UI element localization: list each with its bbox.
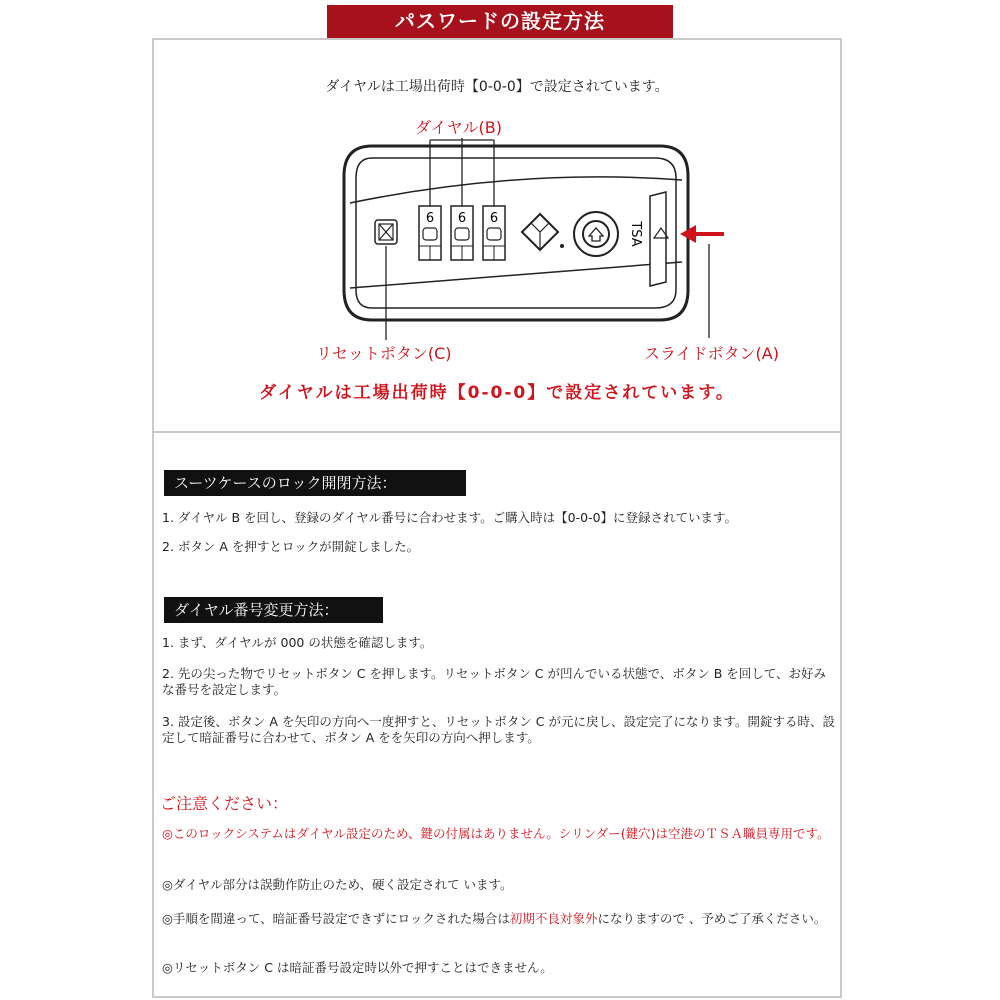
reset-button-icon xyxy=(375,220,397,244)
tsa-lock-illustration xyxy=(0,0,1000,440)
key-cylinder-icon xyxy=(574,212,618,256)
caution-item-1: ◎このロックシステムはダイヤル設定のため、鍵の付属はありません。シリンダー(鍵穴)は空港のＴＳＡ職員専用です。 xyxy=(162,826,830,841)
label-reset-c: リセットボタン(C) xyxy=(316,344,452,363)
unlock-step-1: 1. ダイヤル B を回し、登録のダイヤル番号に合わせます。ご購入時は【0-0-0】に登録されています。 xyxy=(162,510,738,525)
dial-digit-2: 6 xyxy=(457,211,467,226)
caution-title: ご注意ください： xyxy=(160,794,289,813)
unlock-step-2: 2. ボタン A を押すとロックが開錠しました。 xyxy=(162,539,420,554)
caution-item-4: ◎リセットボタン C は暗証番号設定時以外で押すことはできません。 xyxy=(162,960,553,975)
intro-text: ダイヤルは工場出荷時【0-0-0】で設定されています。 xyxy=(325,79,669,95)
factory-setting-note: ダイヤルは工場出荷時【0-0-0】で設定されています。 xyxy=(259,383,735,403)
label-slide-a: スライドボタン(A) xyxy=(644,344,779,363)
caution-item-3-pre: ◎手順を間違って、暗証番号設定できずにロックされた場合は xyxy=(162,911,510,926)
dial-digit-1: 6 xyxy=(425,211,435,226)
caution-item-3-red: 初期不良対象外 xyxy=(509,911,598,926)
dial-digit-3: 6 xyxy=(489,211,499,226)
change-step-3: 3. 設定後、ボタン A を矢印の方向へ一度押すと、リセットボタン C が元に戻し、設定完了になります。開錠する時、設定して暗証番号に合わせて、ボタン A をを矢印の方向へ押します。 xyxy=(162,714,835,745)
change-heading: ダイヤル番号変更方法： xyxy=(164,597,383,623)
change-step-1: 1. まず、ダイヤルが 000 の状態を確認します。 xyxy=(162,635,433,650)
caution-item-3-post: になりますので 、予めご了承ください。 xyxy=(597,911,827,926)
dial-wheels xyxy=(419,206,505,260)
page-title: パスワードの設定方法 xyxy=(327,5,673,38)
tsa-text: TSA xyxy=(628,221,643,247)
label-dial-b: ダイヤル(B) xyxy=(415,118,502,137)
caution-item-3 xyxy=(162,911,838,927)
caution-item-2: ◎ダイヤル部分は誤動作防止のため、硬く設定されて います。 xyxy=(162,877,513,892)
change-step-2: 2. 先の尖った物でリセットボタン C を押します。リセットボタン C が凹んでいる状態で、ボタン B を回して、お好みな番号を設定します。 xyxy=(162,666,827,697)
unlock-heading: スーツケースのロック開閉方法： xyxy=(164,470,466,496)
